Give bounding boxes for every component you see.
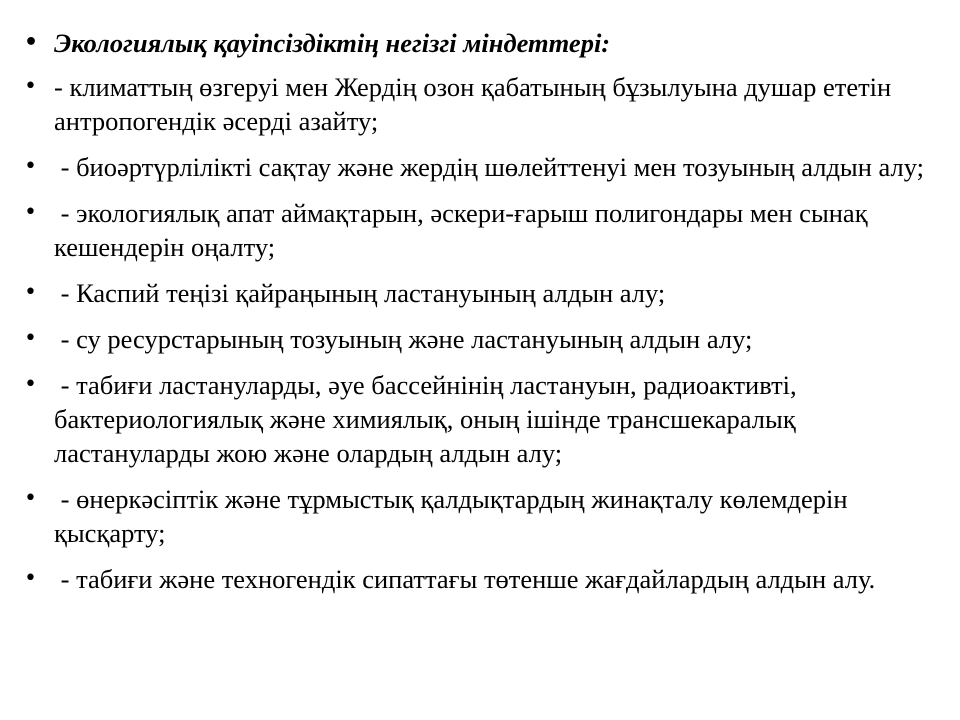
list-item — [24, 322, 944, 356]
bullet-icon: • — [24, 326, 37, 351]
list-item-text: - өнеркәсіптік және тұрмыстық қалдықтардың жинақталу көлемдерін қысқарту; — [54, 484, 855, 548]
list-item — [24, 276, 944, 310]
bullet-icon: • — [24, 280, 37, 305]
list-item — [24, 368, 944, 470]
bullet-list — [24, 26, 944, 608]
bullet-icon: • — [24, 486, 37, 511]
list-item-text: - су ресурстарының тозуының және ластануының алдын алу; — [54, 324, 753, 354]
title-text: Экологиялық қауіпсіздіктің негізгі міндеттері: — [54, 28, 611, 58]
list-item — [24, 70, 944, 138]
bullet-icon: • — [24, 30, 39, 55]
list-item-text: - табиғи ластануларды, әуе бассейнінің ластануын, радиоактивті, бактериологиялық және химиялық, оның ішінде трансшекаралық ластануларды жою және олардың алдын алу; — [54, 370, 804, 468]
bullet-icon: • — [24, 200, 37, 225]
list-item-text: - экологиялық апат аймақтарын, әскери-ғарыш полигондары мен сынақ кешендерін оңалту; — [54, 198, 875, 262]
bullet-icon: • — [24, 154, 37, 179]
list-item-text: - биоәртүрлілікті сақтау және жердің шөлейттенуі мен тозуының алдын алу; — [54, 152, 925, 182]
list-item-text: - Каспий теңізі қайраңының ластануының алдын алу; — [54, 278, 666, 308]
list-item — [24, 150, 944, 184]
bullet-icon: • — [24, 372, 37, 397]
list-item — [24, 482, 944, 550]
list-item — [24, 562, 944, 596]
list-item-text: - климаттың өзгеруі мен Жердің озон қабатының бұзылуына душар ететін антропогендік әсерді азайту; — [54, 72, 898, 136]
slide-title — [24, 26, 944, 60]
bullet-icon: • — [24, 566, 37, 591]
list-item-text: - табиғи және техногендік сипаттағы төтенше жағдайлардың алдын алу. — [54, 564, 876, 594]
list-item — [24, 196, 944, 264]
bullet-icon: • — [24, 74, 37, 99]
